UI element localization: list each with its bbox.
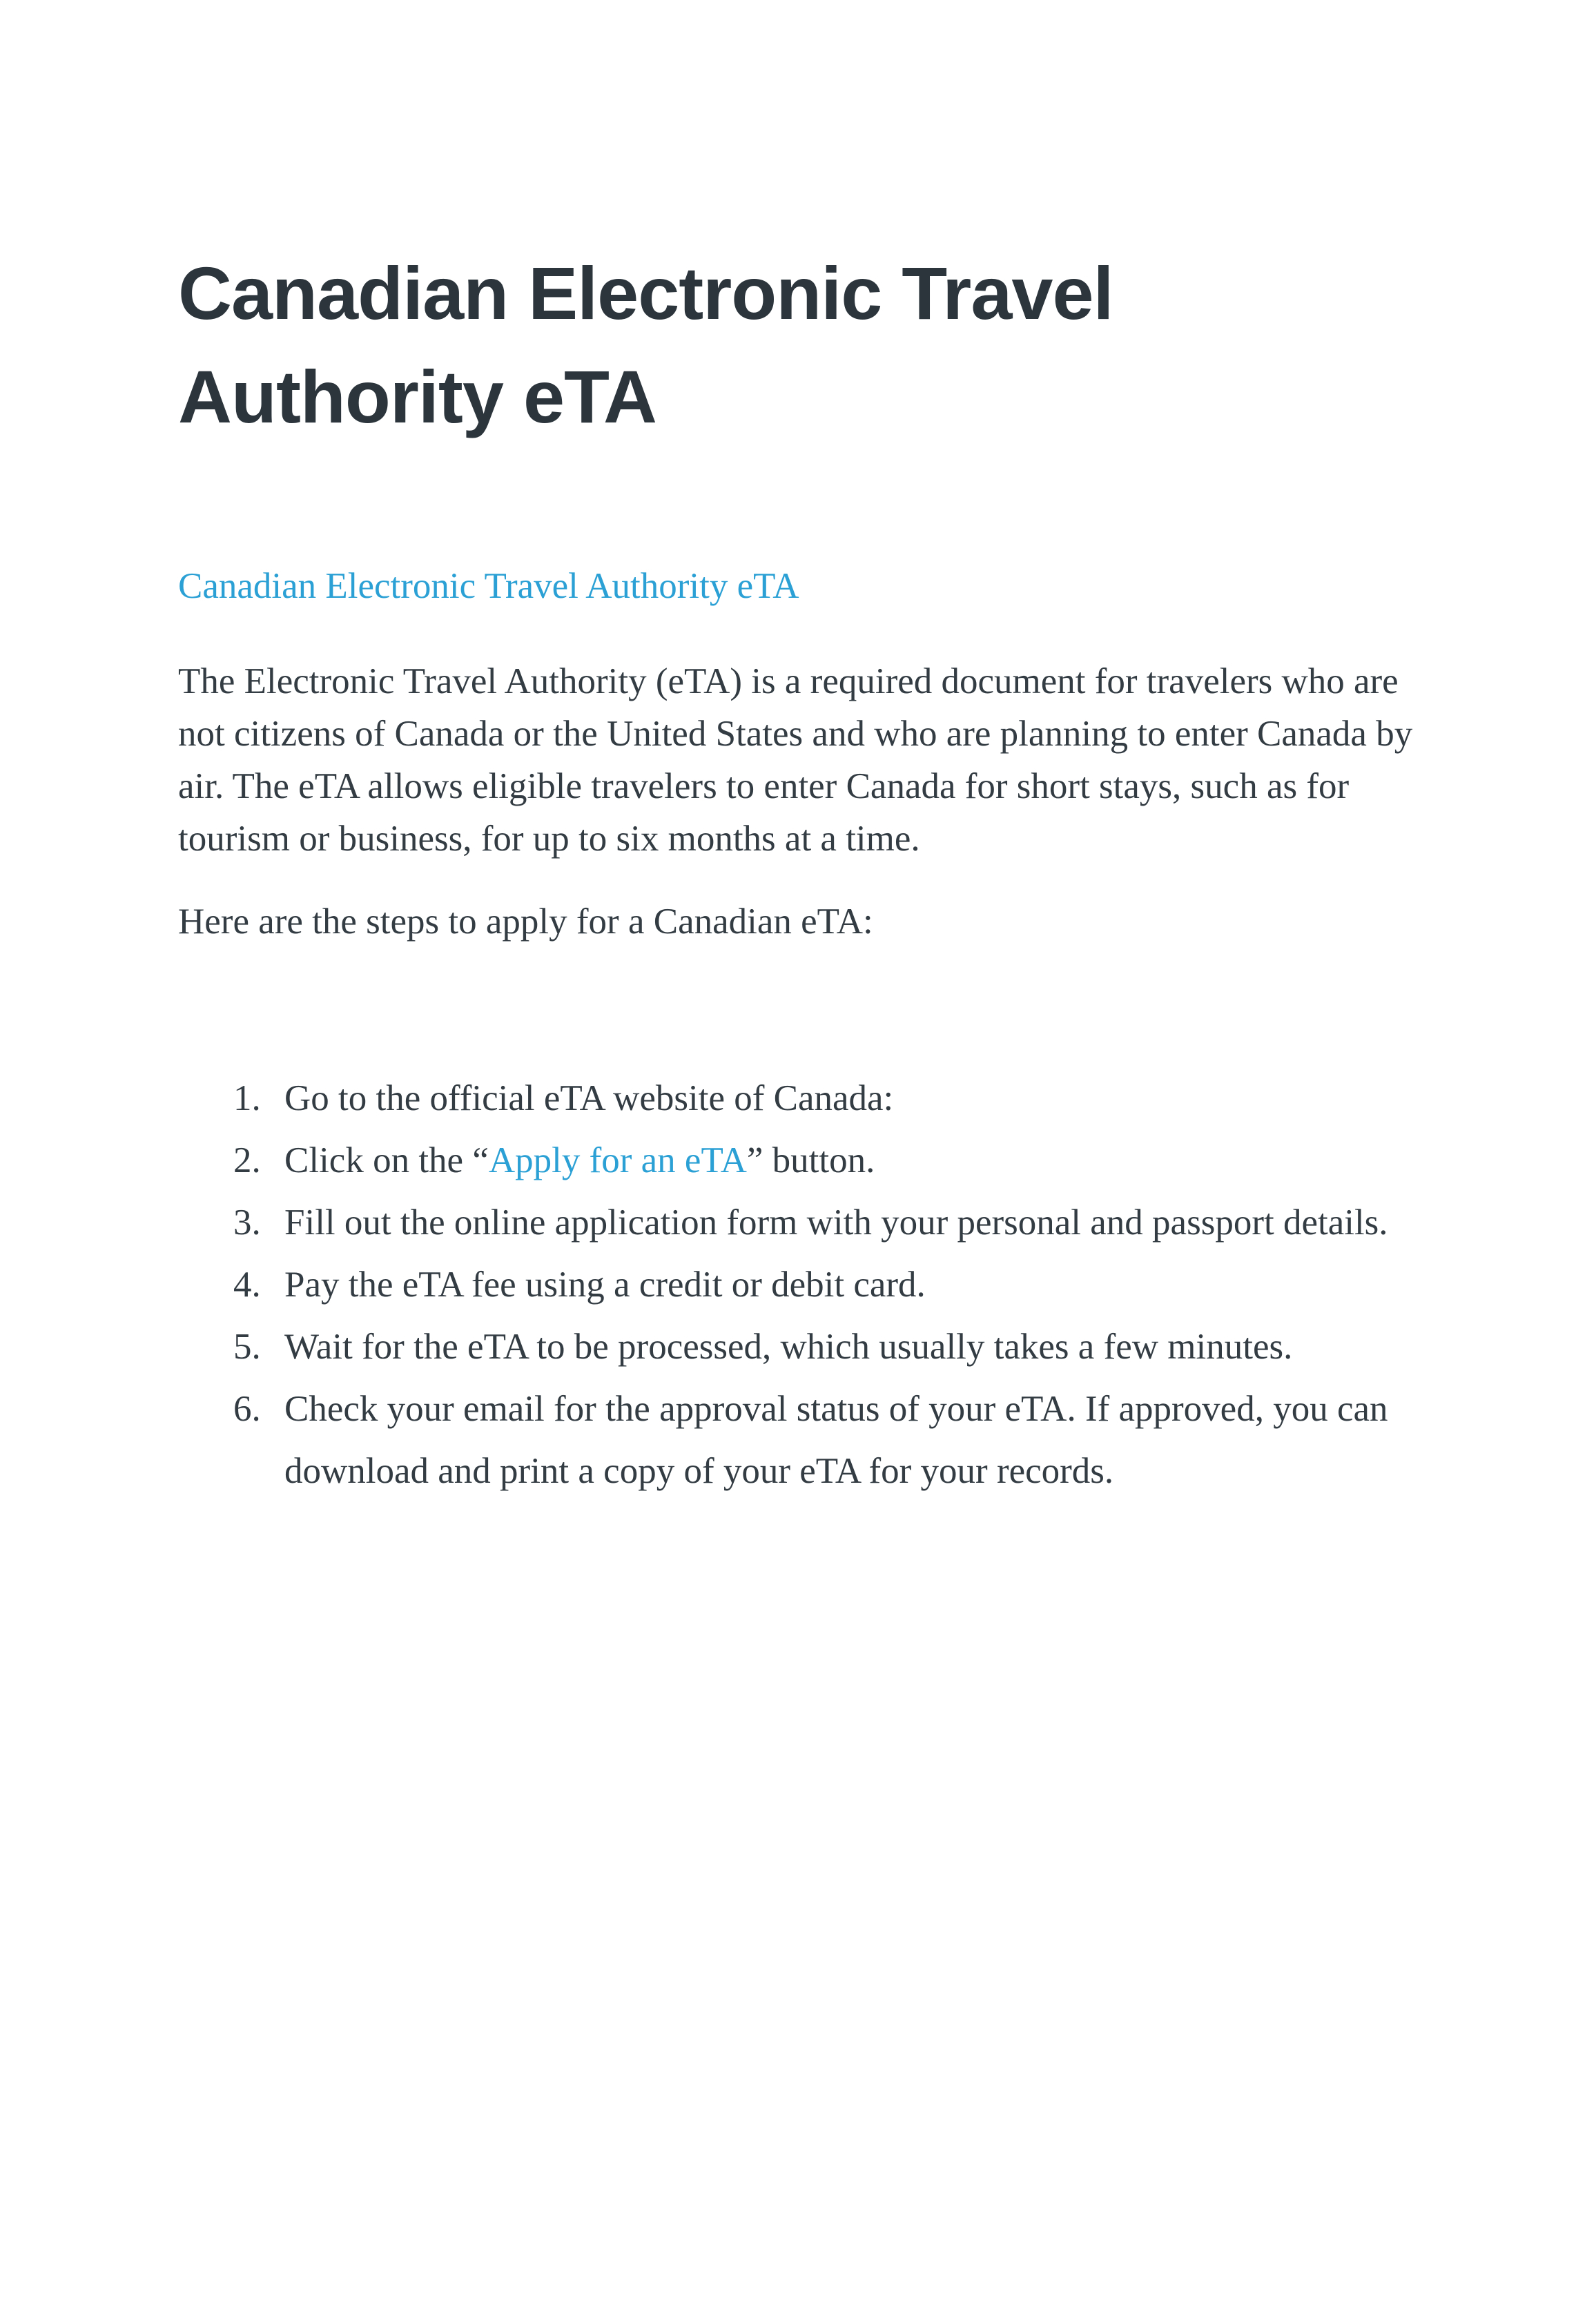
step-number: 3.: [233, 1203, 261, 1243]
document-page: [0, 242, 1596, 2307]
step-text-pre: Click on the “: [284, 1140, 489, 1180]
step-number: 6.: [233, 1389, 261, 1429]
step-text: Fill out the online application form with your personal and passport details.: [284, 1203, 1388, 1243]
steps-list: [178, 1067, 1425, 1502]
step-number: 5.: [233, 1327, 261, 1367]
top-link-line: [178, 560, 1425, 612]
step-text: Go to the official eTA website of Canada:: [284, 1078, 894, 1118]
document-top-link[interactable]: Canadian Electronic Travel Authority eTA: [178, 566, 799, 606]
step-text: Pay the eTA fee using a credit or debit card.: [284, 1265, 926, 1305]
step-text-post: ” button.: [746, 1140, 875, 1180]
document-title: Canadian Electronic Travel Authority eTA: [178, 251, 1113, 438]
step-item-5: [178, 1316, 1423, 1378]
step-item-1: [178, 1067, 1423, 1129]
step-text: Check your email for the approval status of your eTA. If approved, you can download and print a copy of your eTA for your records.: [284, 1389, 1388, 1491]
steps-intro-paragraph: Here are the steps to apply for a Canadian eTA:: [178, 902, 873, 942]
step-text: [284, 1140, 875, 1180]
intro-paragraph: The Electronic Travel Authority (eTA) is a required document for travelers who are not citizens of Canada or the United States and who are planning to enter Canada by air. The eTA allows eligible travelers to enter Canada for short stays, such as for tourism or business, for up to six months at a time.: [178, 661, 1413, 859]
step-item-2: [178, 1129, 1423, 1191]
step-number: 1.: [233, 1078, 261, 1118]
step-number: 2.: [233, 1140, 261, 1180]
step-item-3: [178, 1191, 1423, 1254]
step-item-4: [178, 1254, 1423, 1316]
step-text: Wait for the eTA to be processed, which usually takes a few minutes.: [284, 1327, 1293, 1367]
apply-eta-link[interactable]: Apply for an eTA: [488, 1140, 747, 1180]
step-item-6: [178, 1378, 1423, 1502]
step-number: 4.: [233, 1265, 261, 1305]
